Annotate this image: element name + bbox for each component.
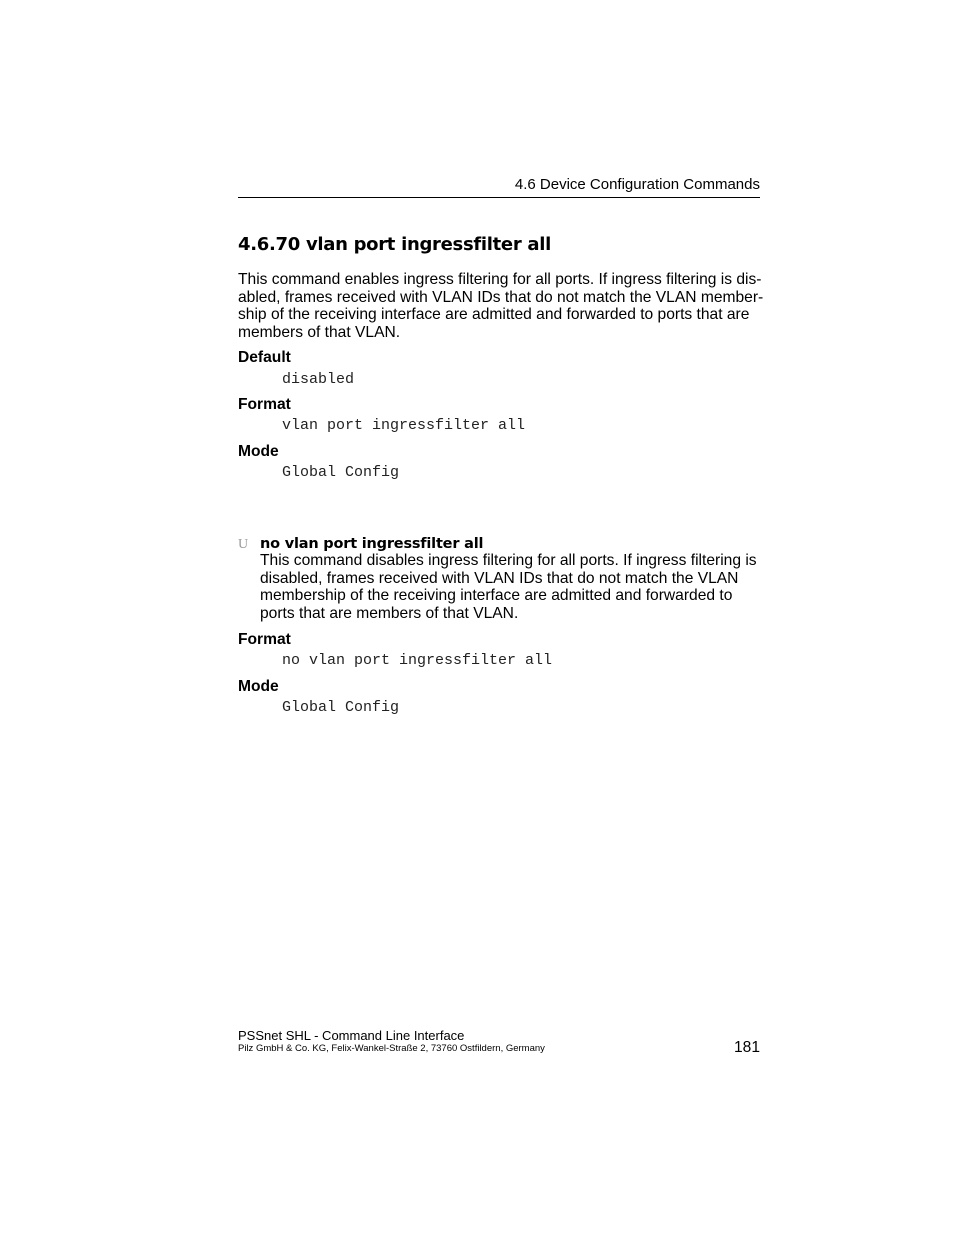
description-line: ports that are members of that VLAN. xyxy=(260,605,519,623)
footer-address: Pilz GmbH & Co. KG, Felix-Wankel-Straße 2, 73760 Ostfildern, Germany xyxy=(238,1043,545,1054)
mode-value: Global Config xyxy=(282,464,400,481)
subcommand-mode-label: Mode xyxy=(238,678,279,695)
section-description xyxy=(238,271,763,342)
page-number: 181 xyxy=(733,1039,760,1056)
subcommand-mode-value: Global Config xyxy=(282,699,400,716)
format-label: Format xyxy=(238,396,291,413)
subcommand-title: no vlan port ingressfilter all xyxy=(260,536,484,552)
default-value: disabled xyxy=(282,371,355,388)
description-line: ship of the receiving interface are admitted and forwarded to ports that are xyxy=(238,306,750,324)
bullet-icon: U xyxy=(238,537,249,552)
subcommand-format-value: no vlan port ingressfilter all xyxy=(282,652,553,669)
format-value: vlan port ingressfilter all xyxy=(282,417,526,434)
subcommand-format-label: Format xyxy=(238,631,291,648)
running-header xyxy=(238,176,760,198)
description-line: disabled, frames received with VLAN IDs that do not match the VLAN xyxy=(260,569,739,587)
description-line: This command enables ingress filtering for all ports. If ingress filtering is dis- xyxy=(238,271,762,288)
mode-label: Mode xyxy=(238,443,279,460)
footer-title: PSSnet SHL - Command Line Interface xyxy=(238,1028,465,1043)
running-header-text: 4.6 Device Configuration Commands xyxy=(514,176,760,193)
description-line: abled, frames received with VLAN IDs that do not match the VLAN member- xyxy=(238,288,764,306)
description-line: membership of the receiving interface are admitted and forwarded to xyxy=(260,587,733,605)
default-label: Default xyxy=(238,349,291,366)
subcommand-description xyxy=(260,552,757,623)
description-line: This command disables ingress filtering for all ports. If ingress filtering is xyxy=(260,552,757,569)
description-line: members of that VLAN. xyxy=(238,324,401,342)
section-title: 4.6.70 vlan port ingressfilter all xyxy=(238,234,551,255)
